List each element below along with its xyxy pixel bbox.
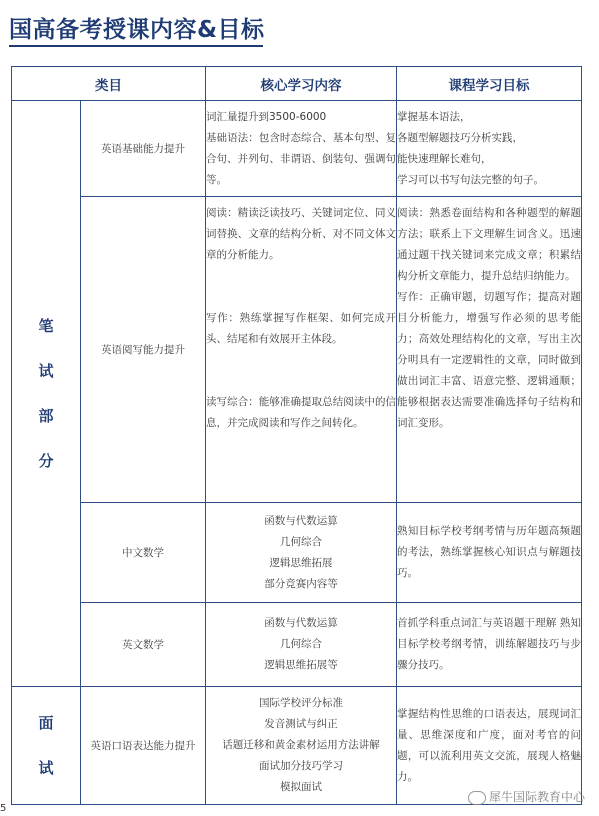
table-row: [12, 687, 582, 805]
page-title: 国高备考授课内容&目标: [9, 17, 265, 43]
goal-cell: [397, 101, 582, 197]
content-line: 话题迁移和黄金素材运用方法讲解: [222, 739, 380, 751]
content-line: 模拟面试: [280, 781, 322, 793]
goal-line: 写作：正确审题，切题写作；提高对题目分析能力，增强写作必须的思考能力；高效处理结构化的文章，写出主次分明具有一定逻辑性的文章，同时做到做出词汇丰富、语意完整、逻辑通顺；能够根据表达需要准确选择句子结构和词汇变形。: [397, 291, 581, 429]
table-header-row: [12, 67, 582, 101]
goal-cell: [397, 603, 582, 687]
section-char: 面: [38, 713, 54, 732]
content-cell: [206, 197, 397, 503]
content-line: 阅读：精读泛读技巧、关键词定位、同义词替换、文章的结构分析、对不同文体文章的分析能力。: [206, 207, 396, 261]
content-line: 国际学校评分标准: [259, 697, 343, 709]
table-row: [12, 503, 582, 603]
goal-line: 能快速理解长难句，: [397, 152, 492, 165]
section-char: 试: [38, 758, 54, 777]
goal-line: 首抓学科重点词汇与英语题干理解 熟知目标学校考纲考情，训练解题技巧与步骤分技巧。: [397, 617, 581, 671]
goal-line: 熟知目标学校考纲考情与历年题高频题的考法，熟练掌握核心知识点与解题技巧。: [397, 525, 581, 579]
wechat-icon: [468, 791, 486, 805]
category-cell: 英语基础能力提升: [81, 101, 206, 197]
category-cell: 中文数学: [81, 503, 206, 603]
table-row: [12, 197, 582, 503]
content-cell: [206, 603, 397, 687]
page-number: 5: [0, 803, 7, 814]
content-line: 几何综合: [280, 638, 322, 650]
watermark: [468, 788, 585, 805]
content-line: 发音测试与纠正: [264, 718, 338, 730]
content-line: 逻辑思维拓展等: [264, 659, 338, 671]
spacer: [206, 350, 396, 392]
table-row: [12, 603, 582, 687]
goal-cell: [397, 687, 582, 805]
content-cell: [206, 687, 397, 805]
header-course-goal: 课程学习目标: [397, 67, 582, 101]
section-char: 分: [38, 451, 54, 470]
goal-cell: [397, 503, 582, 603]
table-row: [12, 101, 582, 197]
content-line: 部分竞赛内容等: [264, 577, 338, 590]
section-interview: [12, 687, 81, 805]
content-line: 函数与代数运算: [264, 514, 338, 527]
watermark-text: 犀牛国际教育中心: [488, 790, 585, 804]
header-core-content: 核心学习内容: [206, 67, 397, 101]
goal-line: 学习可以书写句法完整的句子。: [397, 173, 544, 186]
section-written: [12, 101, 81, 687]
content-cell: [206, 101, 397, 197]
goal-line: 掌握结构性思维的口语表达，展现词汇量、思维深度和广度，面对考官的问题，可以流利用英文交流，展现人格魅力。: [397, 707, 581, 783]
title-underline: [9, 45, 263, 47]
curriculum-table: [11, 66, 582, 805]
content-line: 逻辑思维拓展: [269, 556, 333, 569]
content-line: 基础语法：包含时态综合、基本句型、复合句、并列句、非谓语、倒装句、强调句等。: [206, 131, 396, 186]
spacer: [206, 266, 396, 308]
goal-cell: [397, 197, 582, 503]
category-cell: 英文数学: [81, 603, 206, 687]
content-line: 写作：熟练掌握写作框架、如何完成开头、结尾和有效展开主体段。: [206, 312, 396, 345]
content-cell: [206, 503, 397, 603]
section-char: 笔: [38, 316, 54, 335]
content-line: 几何综合: [280, 535, 322, 548]
goal-line: 掌握基本语法，: [397, 110, 471, 123]
content-line: 词汇量提升到3500-6000: [206, 110, 327, 123]
content-line: 面试加分技巧学习: [259, 760, 343, 772]
category-cell: 英语阅写能力提升: [81, 197, 206, 503]
header-category: 类目: [12, 67, 206, 101]
category-cell: 英语口语表达能力提升: [81, 687, 206, 805]
section-char: 部: [38, 406, 54, 425]
content-line: 函数与代数运算: [264, 617, 338, 629]
goal-line: 各题型解题技巧分析实践，: [397, 131, 523, 144]
section-char: 试: [38, 361, 54, 380]
goal-line: 阅读：熟悉卷面结构和各种题型的解题方法；联系上下文理解生词含义。迅速通过题干找关键词来完成文章；积累结构分析文章能力，提升总结归纳能力。: [397, 207, 581, 282]
content-line: 读写综合：能够准确提取总结阅读中的信息，并完成阅读和写作之间转化。: [206, 396, 396, 429]
